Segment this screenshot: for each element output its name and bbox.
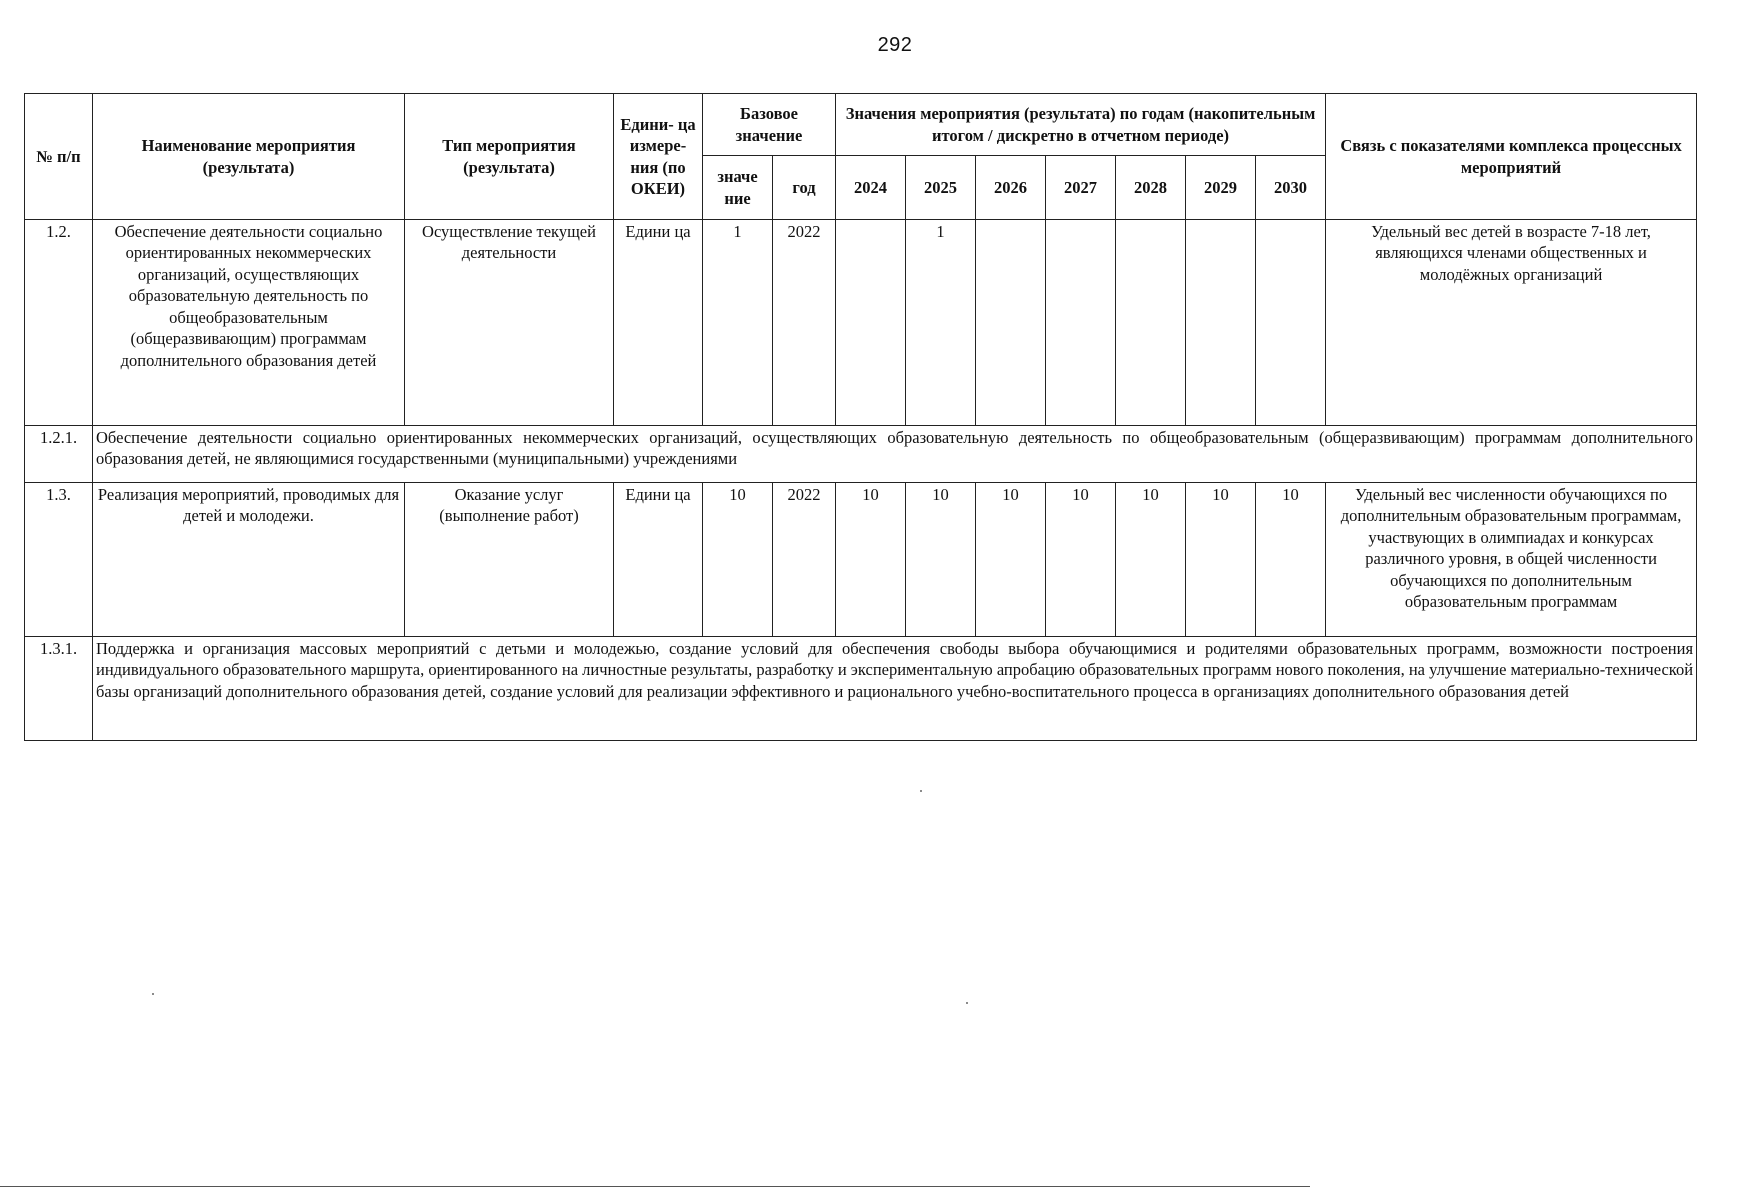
row-num: 1.3.	[25, 483, 93, 637]
row-value-2027	[1046, 220, 1116, 426]
row-value-2030: 10	[1256, 483, 1326, 637]
row-value-2030	[1256, 220, 1326, 426]
header-year-2025: 2025	[906, 156, 976, 220]
header-year-2027: 2027	[1046, 156, 1116, 220]
row-value-2026	[976, 220, 1046, 426]
row-link: Удельный вес численности обучающихся по дополнительным образовательным программам, участвующих в олимпиадах и конкурсах различного уровня, в общей численности обучающихся по дополнительным образовательным программам	[1326, 483, 1697, 637]
header-year-2024: 2024	[836, 156, 906, 220]
header-link: Связь с показателями комплекса процессных мероприятий	[1326, 94, 1697, 220]
header-name: Наименование мероприятия (результата)	[93, 94, 405, 220]
row-description: Поддержка и организация массовых мероприятий с детьми и молодежью, создание условий для обеспечения свободы выбора обучающимися и родителями образовательных программ, возможности построения индивидуального образовательного маршрута, ориентированного на личностные результаты, разработку и экспериментальную апробацию образовательных программ нового поколения, на улучшение материально-технической базы организаций дополнительного образования детей, создание условий для реализации эффективного и рационального учебно-воспитательного процесса в организациях дополнительного образования детей	[93, 637, 1697, 741]
row-value-2029	[1186, 220, 1256, 426]
row-value-2025: 10	[906, 483, 976, 637]
header-year-2029: 2029	[1186, 156, 1256, 220]
row-value-2024	[836, 220, 906, 426]
row-value-2029: 10	[1186, 483, 1256, 637]
row-base-year: 2022	[773, 483, 836, 637]
table-header	[25, 94, 1697, 220]
page-number: 292	[877, 34, 913, 56]
row-description: Обеспечение деятельности социально ориентированных некоммерческих организаций, осуществляющих образовательную деятельность по общеобразовательным (общеразвивающим) программам дополнительного образования детей, не являющимися государственными (муниципальными) учреждениями	[93, 426, 1697, 483]
scan-speck	[920, 790, 922, 792]
row-num: 1.2.	[25, 220, 93, 426]
row-value-2027: 10	[1046, 483, 1116, 637]
row-num: 1.3.1.	[25, 637, 93, 741]
row-base-year: 2022	[773, 220, 836, 426]
row-num: 1.2.1.	[25, 426, 93, 483]
header-year-2028: 2028	[1116, 156, 1186, 220]
row-value-2028: 10	[1116, 483, 1186, 637]
header-year-2030: 2030	[1256, 156, 1326, 220]
header-num: № п/п	[25, 94, 93, 220]
row-base-value: 10	[703, 483, 773, 637]
header-base-year: год	[773, 156, 836, 220]
header-unit: Едини- ца измере- ния (по ОКЕИ)	[614, 94, 703, 220]
page-bottom-rule	[0, 1186, 1310, 1187]
header-base-group: Базовое значение	[703, 94, 836, 156]
table-row	[25, 220, 1697, 426]
row-base-value: 1	[703, 220, 773, 426]
table-row	[25, 483, 1697, 637]
row-type: Оказание услуг (выполнение работ)	[405, 483, 614, 637]
header-base-value: значе ние	[703, 156, 773, 220]
row-name: Реализация мероприятий, проводимых для детей и молодежи.	[93, 483, 405, 637]
scan-speck	[152, 993, 154, 995]
row-value-2028	[1116, 220, 1186, 426]
row-value-2026: 10	[976, 483, 1046, 637]
measures-table	[24, 93, 1697, 741]
header-year-2026: 2026	[976, 156, 1046, 220]
row-value-2024: 10	[836, 483, 906, 637]
table-row	[25, 426, 1697, 483]
row-name: Обеспечение деятельности социально ориентированных некоммерческих организаций, осуществляющих образовательную деятельность по общеобразовательным (общеразвивающим) программам дополнительного образования детей	[93, 220, 405, 426]
header-years-group: Значения мероприятия (результата) по годам (накопительным итогом / дискретно в отчетном периоде)	[836, 94, 1326, 156]
scan-speck	[966, 1002, 968, 1004]
row-link: Удельный вес детей в возрасте 7-18 лет, являющихся членами общественных и молодёжных организаций	[1326, 220, 1697, 426]
row-value-2025: 1	[906, 220, 976, 426]
table-row	[25, 637, 1697, 741]
row-type: Осуществление текущей деятельности	[405, 220, 614, 426]
row-unit: Едини ца	[614, 483, 703, 637]
row-unit: Едини ца	[614, 220, 703, 426]
header-type: Тип мероприятия (результата)	[405, 94, 614, 220]
